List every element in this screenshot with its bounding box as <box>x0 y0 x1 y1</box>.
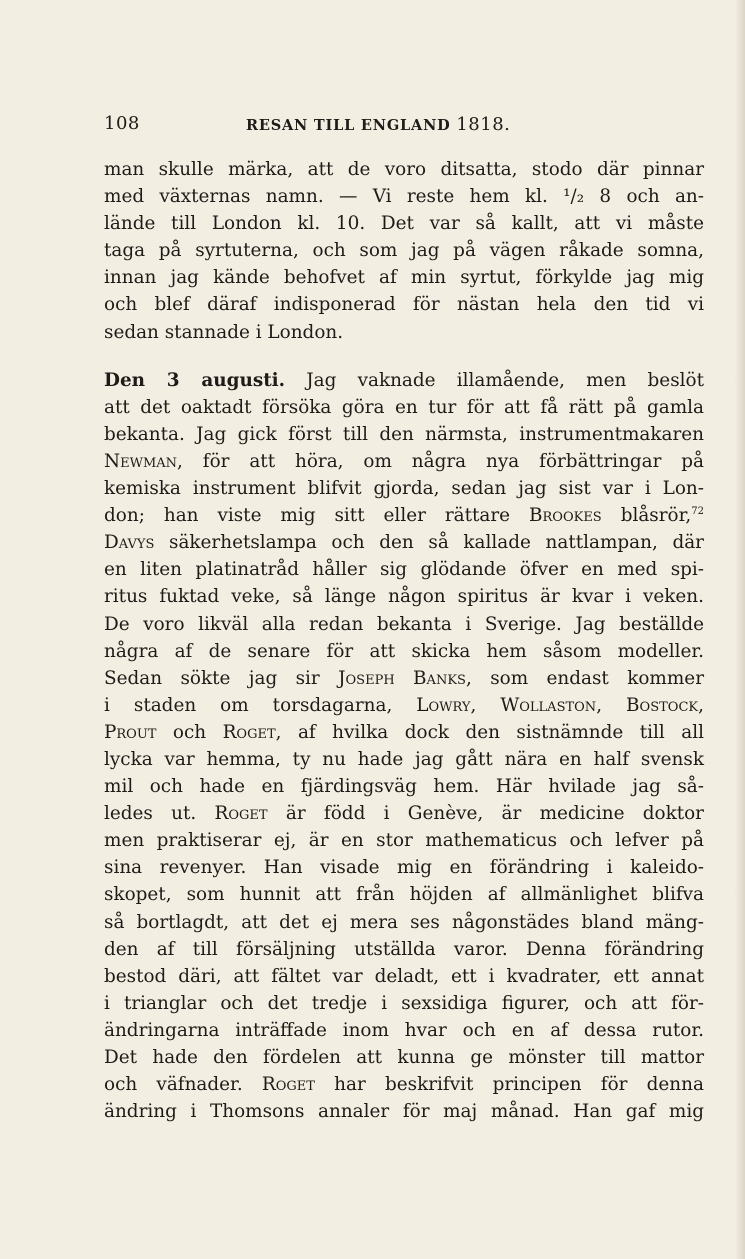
text-span: och väfnader. <box>104 1074 243 1096</box>
paragraph-gap <box>104 346 704 367</box>
text-line: De voro likväl alla redan bekanta i Sverige. Jag beställde <box>104 613 704 635</box>
person-name: Davys <box>104 532 155 554</box>
text-line <box>104 719 704 746</box>
text-line: lände till London kl. 10. Det var så kallt, att vi måste <box>104 213 704 235</box>
text-line: innan jag kände behofvet af min syrtut, förkylde jag mig <box>104 267 704 289</box>
text-line <box>104 1071 704 1098</box>
person-name: Brookes <box>528 505 602 527</box>
text-line: bekanta. Jag gick först till den närmsta, instrumentmakaren <box>104 423 704 445</box>
text-line: ritus fuktad veke, så länge någon spiritus är kvar i veken. <box>104 586 704 608</box>
text-span: ledes ut. <box>104 803 197 825</box>
text-span: är född i Genève, är medicine doktor <box>285 803 704 825</box>
text-line: den af till försäljning utställda varor. Denna förändring <box>104 938 704 960</box>
text-span: säkerhetslampa och den så kallade nattlampan, där <box>169 532 704 554</box>
text-line: ändringarna inträffade inom hvar och en af dessa rutor. <box>104 1019 704 1041</box>
text-line: några af de senare för att skicka hem såsom modeller. <box>104 640 704 662</box>
text-line <box>104 800 704 827</box>
text-span: , som endast kommer <box>465 667 704 689</box>
text-line: så bortlagdt, att det ej mera ses någonstädes bland mäng- <box>104 911 704 933</box>
person-name: Lowry <box>416 694 471 716</box>
date-label: Den 3 augusti. <box>104 369 286 391</box>
body-text <box>104 156 704 1125</box>
running-head-year: 1818. <box>456 114 511 135</box>
person-name: Bostock <box>626 694 699 716</box>
text-line <box>104 367 704 394</box>
text-line: man skulle märka, att de voro ditsatta, stodo där pinnar <box>104 159 704 180</box>
page-edge-shadow <box>735 0 745 1259</box>
page-header <box>104 113 704 141</box>
person-name: Prout <box>104 721 157 743</box>
text-line: i trianglar och det tredje i sexsidiga figurer, och att för- <box>104 992 704 1014</box>
text-line: bestod däri, att fältet var deladt, ett i kvadrater, ett annat <box>104 965 704 987</box>
footnote-marker[interactable]: 72 <box>691 506 704 517</box>
person-name: Newman <box>104 450 178 472</box>
text-line: sedan stannade i London. <box>104 321 344 343</box>
text-span: i staden om torsdagarna, <box>104 694 393 716</box>
person-name: Roget <box>214 803 268 825</box>
person-name: Wollaston <box>500 694 597 716</box>
text-line: en liten platinatråd håller sig glödande öfver en med spi- <box>104 559 704 581</box>
text-span: och <box>172 721 207 743</box>
text-line: men praktiserar ej, är en stor mathematicus och lefver på <box>104 830 704 852</box>
person-name: Joseph Banks <box>338 667 466 689</box>
text-line: lycka var hemma, ty nu hade jag gått nära en half svensk <box>104 748 704 770</box>
person-name: Roget <box>222 721 276 743</box>
text-line: skopet, som hunnit att från höjden af allmänlighet blifva <box>104 884 704 906</box>
text-span: har beskrifvit principen för denna <box>334 1074 704 1096</box>
text-line: taga på syrtuterna, och som jag på vägen råkade somna, <box>104 240 704 262</box>
text-span: don; han viste mig sitt eller rättare <box>104 505 511 527</box>
text-span: , af hvilka dock den sistnämnde till all <box>275 721 704 743</box>
text-line: ändring i Thomsons annaler för maj månad. Han gaf mig <box>104 1101 704 1123</box>
text-line <box>104 665 704 692</box>
text-span: blåsrör, <box>620 505 692 527</box>
text-line <box>104 502 704 529</box>
text-line: och blef däraf indisponerad för nästan hela den tid vi <box>104 294 704 316</box>
text-line: mil och hade en fjärdingsväg hem. Här hvilade jag så- <box>104 776 704 798</box>
text-line <box>104 448 704 475</box>
page-number: 108 <box>104 113 140 134</box>
text-line <box>104 529 704 556</box>
text-line: med växternas namn. — Vi reste hem kl. ¹/₂ 8 och an- <box>104 186 704 208</box>
text-line: att det oaktadt försöka göra en tur för att få rätt på gamla <box>104 396 704 418</box>
person-name: Roget <box>261 1074 315 1096</box>
text-line: i staden om torsdagarna, Lowry, Wollaston, Bostock, <box>104 694 704 716</box>
text-line: sina revenyer. Han visade mig en förändring i kaleido- <box>104 857 704 879</box>
text-line: kemiska instrument blifvit gjorda, sedan jag sist var i Lon- <box>104 478 704 500</box>
running-head-title: RESAN TILL ENGLAND <box>246 117 451 134</box>
running-head <box>246 114 510 135</box>
text-span: , för att höra, om några nya förbättringar på <box>177 450 704 472</box>
text-line: Det hade den fördelen att kunna ge mönster till mattor <box>104 1047 704 1068</box>
text-span: Sedan sökte jag sir <box>104 667 320 689</box>
text-span: Jag vaknade illamående, men beslöt <box>306 369 704 391</box>
